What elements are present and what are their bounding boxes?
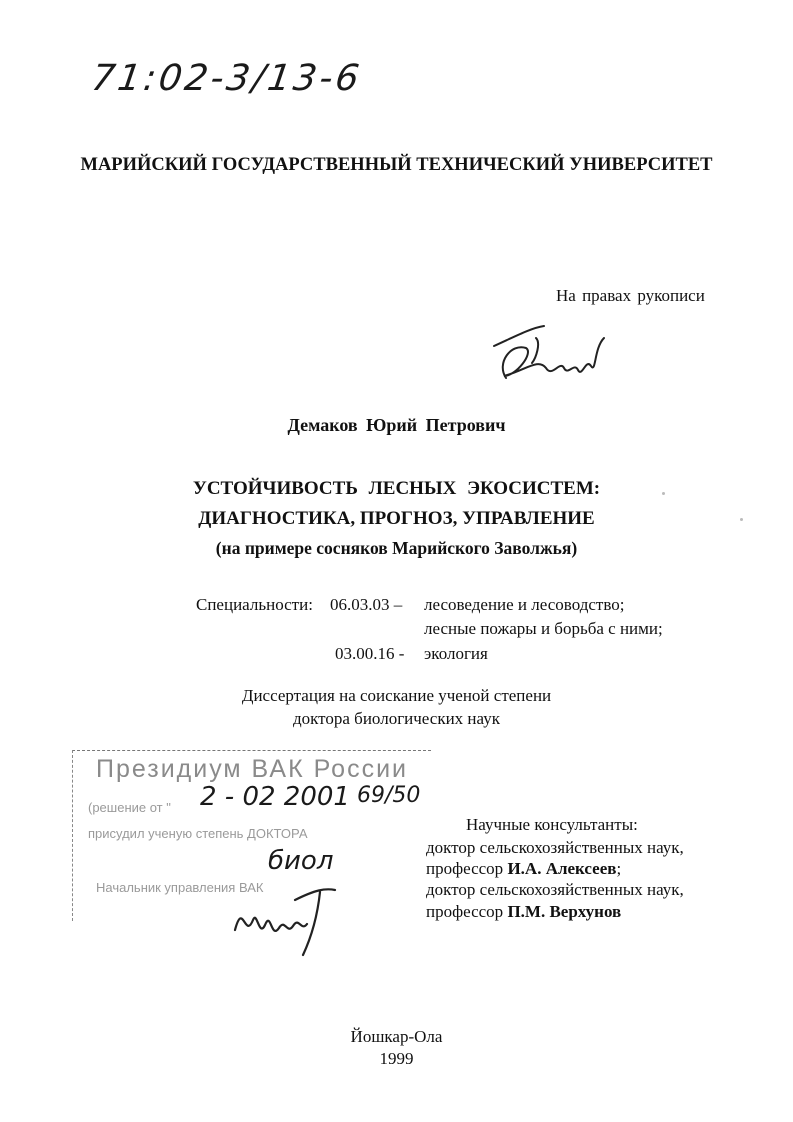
consultant-line [426,859,621,879]
scan-speck [662,492,665,495]
consultant-rank: профессор [426,859,504,878]
specialty-code: 06.03.03 – [330,595,403,614]
title-subtitle: (на примере сосняков Марийского Заволжья) [215,538,578,558]
university-name: МАРИЙСКИЙ ГОСУДАРСТВЕННЫЙ ТЕХНИЧЕСКИЙ УНИВЕРСИТЕТ [80,155,713,175]
year: 1999 [379,1049,414,1068]
title-line-1: УСТОЙЧИВОСТЬ ЛЕСНЫХ ЭКОСИСТЕМ: [192,478,601,499]
stamp-signature [225,880,345,960]
title-line-2: ДИАГНОСТИКА, ПРОГНОЗ, УПРАВЛЕНИЕ [198,508,595,529]
author-name: Демаков Юрий Петрович [287,415,506,435]
author-signature [486,318,616,388]
consultant-name: П.М. Верхунов [507,902,622,921]
stamp-decision-line: (решение от " [88,800,171,815]
consultant-degree: доктор сельскохозяйственных наук, [426,838,684,857]
stamp-title: Президиум ВАК России [96,755,408,783]
stamp-degree-line: присудил ученую степень ДОКТОРА [88,826,308,841]
stamp-head-line: Начальник управления ВАК [96,880,264,895]
scan-speck [740,518,743,521]
stamp-handwritten-number: 69/50 [357,783,421,808]
rights-note: На правах рукописи [556,286,705,305]
consultant-line [426,902,621,922]
consultant-suffix: ; [616,859,622,878]
specialty-code: 03.00.16 - [335,644,405,663]
dissertation-line-2: доктора биологических наук [293,709,500,728]
specialty-name: лесные пожары и борьба с ними; [424,619,663,638]
specialties-label: Специальности: [196,595,313,614]
consultant-degree: доктор сельскохозяйственных наук, [426,880,684,899]
catalog-number: 71:02-3/13-6 [89,58,365,99]
stamp-handwritten-date: 2 - 02 2001 [200,782,350,812]
specialty-name: лесоведение и лесоводство; [424,595,625,614]
stamp-handwritten-word: биол [268,846,334,876]
city: Йошкар-Ола [350,1027,443,1046]
consultant-name: И.А. Алексеев [507,859,617,878]
consultants-title: Научные консультанты: [466,815,638,834]
dissertation-line-1: Диссертация на соискание ученой степени [241,686,552,705]
specialty-name: экология [424,644,488,663]
consultant-rank: профессор [426,902,504,921]
